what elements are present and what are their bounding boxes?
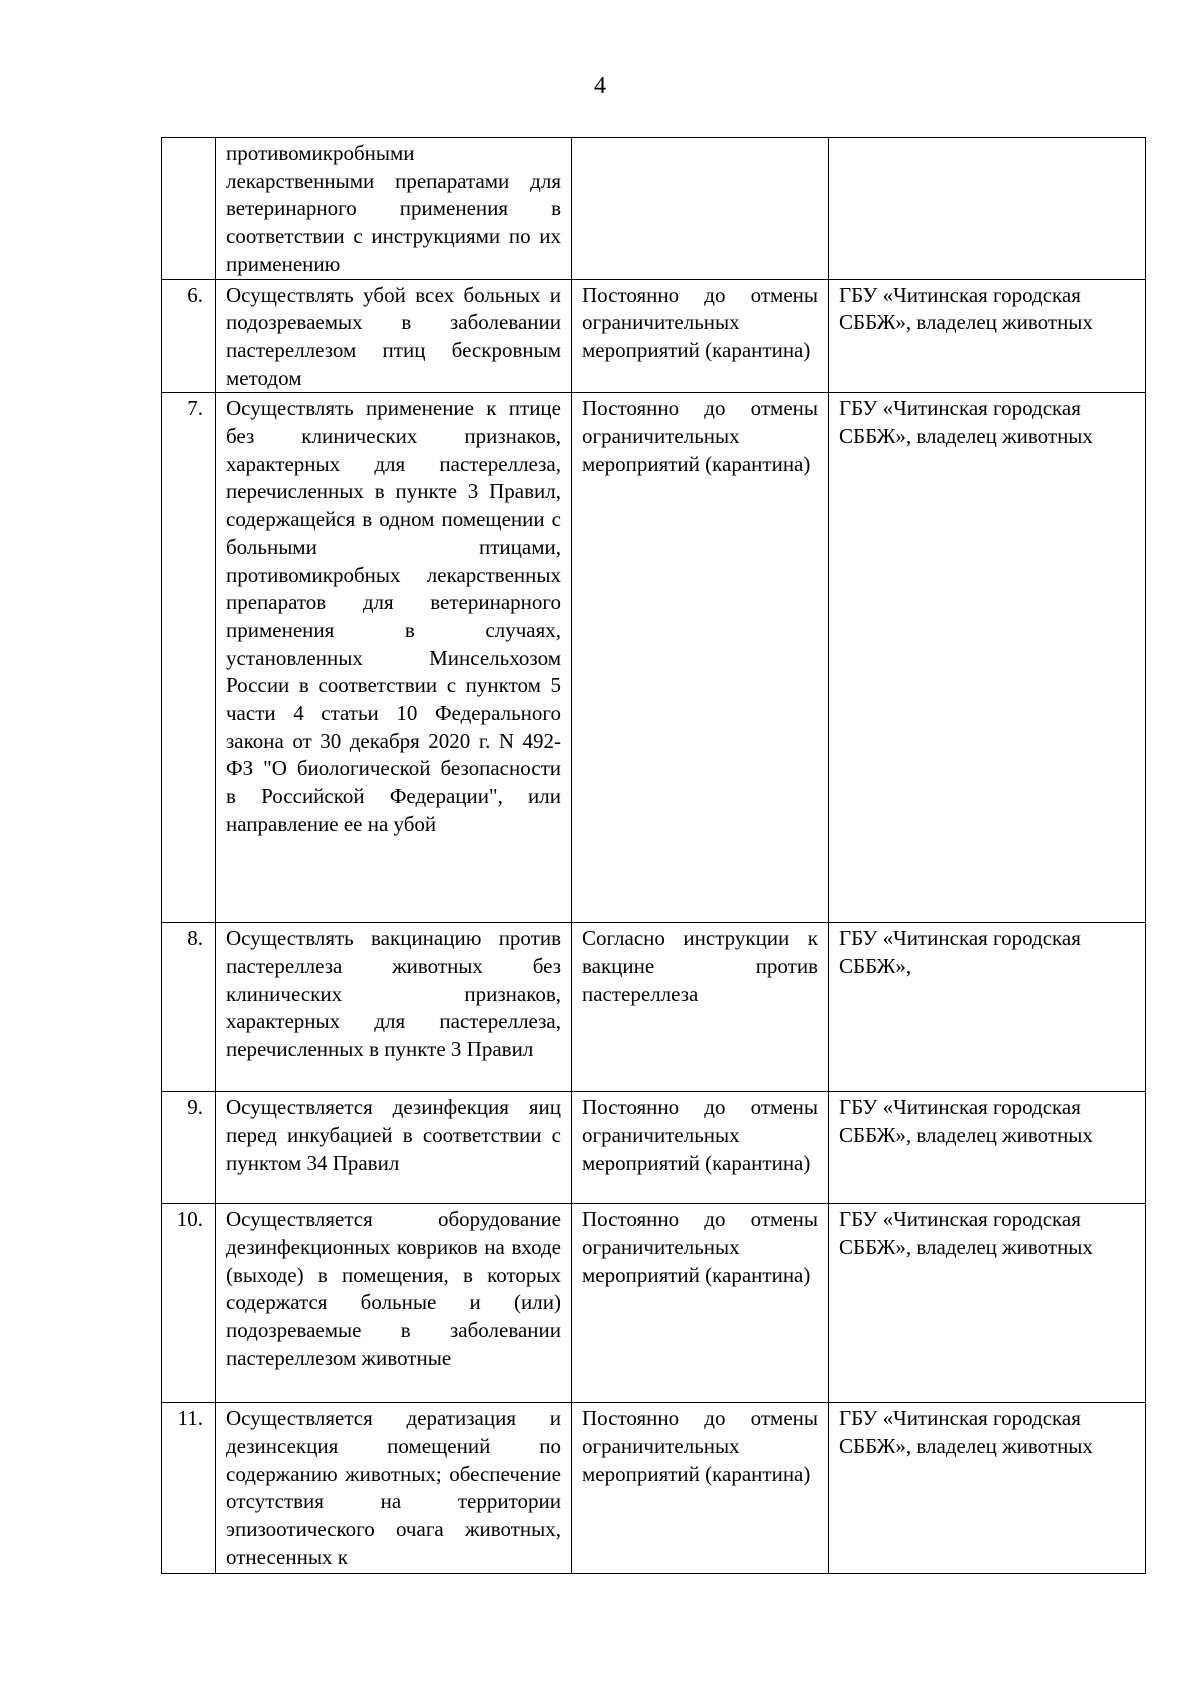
measures-table [161,137,1146,1574]
measure-description: Осуществляется дезинфекция яиц перед инкубацией в соответствии с пунктом 34 Правил [216,1092,572,1204]
measure-term: Постоянно до отмены ограничительных мероприятий (карантина) [572,393,829,923]
measure-description: противомикробными лекарственными препаратами для ветеринарного применения в соответствии с инструкциями по их применению [216,138,572,280]
table-row [162,279,1146,393]
measure-responsible: ГБУ «Читинская городская СББЖ», владелец животных [829,1204,1146,1403]
measure-term: Постоянно до отмены ограничительных мероприятий (карантина) [572,1092,829,1204]
row-number: 7. [162,393,216,923]
measure-description: Осуществлять применение к птице без клинических признаков, характерных для пастереллеза, перечисленных в пункте 3 Правил, содержащейся в одном помещении с больными птицами, противомикробных лекарственных препаратов для ветеринарного применения в случаях, установленных Минсельхозом России в соответствии с пунктом 5 части 4 статьи 10 Федерального закона от 30 декабря 2020 г. N 492-ФЗ "О биологической безопасности в Российской Федерации", или направление ее на убой [216,393,572,923]
measure-responsible: ГБУ «Читинская городская СББЖ», владелец животных [829,1403,1146,1574]
measure-responsible: ГБУ «Читинская городская СББЖ», владелец животных [829,393,1146,923]
table-row [162,1403,1146,1574]
row-number: 8. [162,923,216,1092]
table-row [162,1092,1146,1204]
measure-term: Постоянно до отмены ограничительных мероприятий (карантина) [572,1403,829,1574]
table-row [162,923,1146,1092]
measure-responsible [829,138,1146,280]
measure-term [572,138,829,280]
row-number: 10. [162,1204,216,1403]
table-row [162,138,1146,280]
measure-description: Осуществлять вакцинацию против пастереллеза животных без клинических признаков, характерных для пастереллеза, перечисленных в пункте 3 Правил [216,923,572,1092]
measure-term: Согласно инструкции к вакцине против пастереллеза [572,923,829,1092]
measure-responsible: ГБУ «Читинская городская СББЖ», [829,923,1146,1092]
row-number: 9. [162,1092,216,1204]
measure-term: Постоянно до отмены ограничительных мероприятий (карантина) [572,1204,829,1403]
row-number: 11. [162,1403,216,1574]
table-row [162,1204,1146,1403]
measure-responsible: ГБУ «Читинская городская СББЖ», владелец животных [829,1092,1146,1204]
table-row [162,393,1146,923]
measure-description: Осуществляется дератизация и дезинсекция помещений по содержанию животных; обеспечение отсутствия на территории эпизоотического очага животных, отнесенных к [216,1403,572,1574]
measure-term: Постоянно до отмены ограничительных мероприятий (карантина) [572,279,829,393]
measure-description: Осуществлять убой всех больных и подозреваемых в заболевании пастереллезом птиц бескровным методом [216,279,572,393]
page-number: 4 [594,73,606,99]
measure-responsible: ГБУ «Читинская городская СББЖ», владелец животных [829,279,1146,393]
measure-description: Осуществляется оборудование дезинфекционных ковриков на входе (выходе) в помещения, в которых содержатся больные и (или) подозреваемые в заболевании пастереллезом животные [216,1204,572,1403]
row-number: 6. [162,279,216,393]
row-number [162,138,216,280]
